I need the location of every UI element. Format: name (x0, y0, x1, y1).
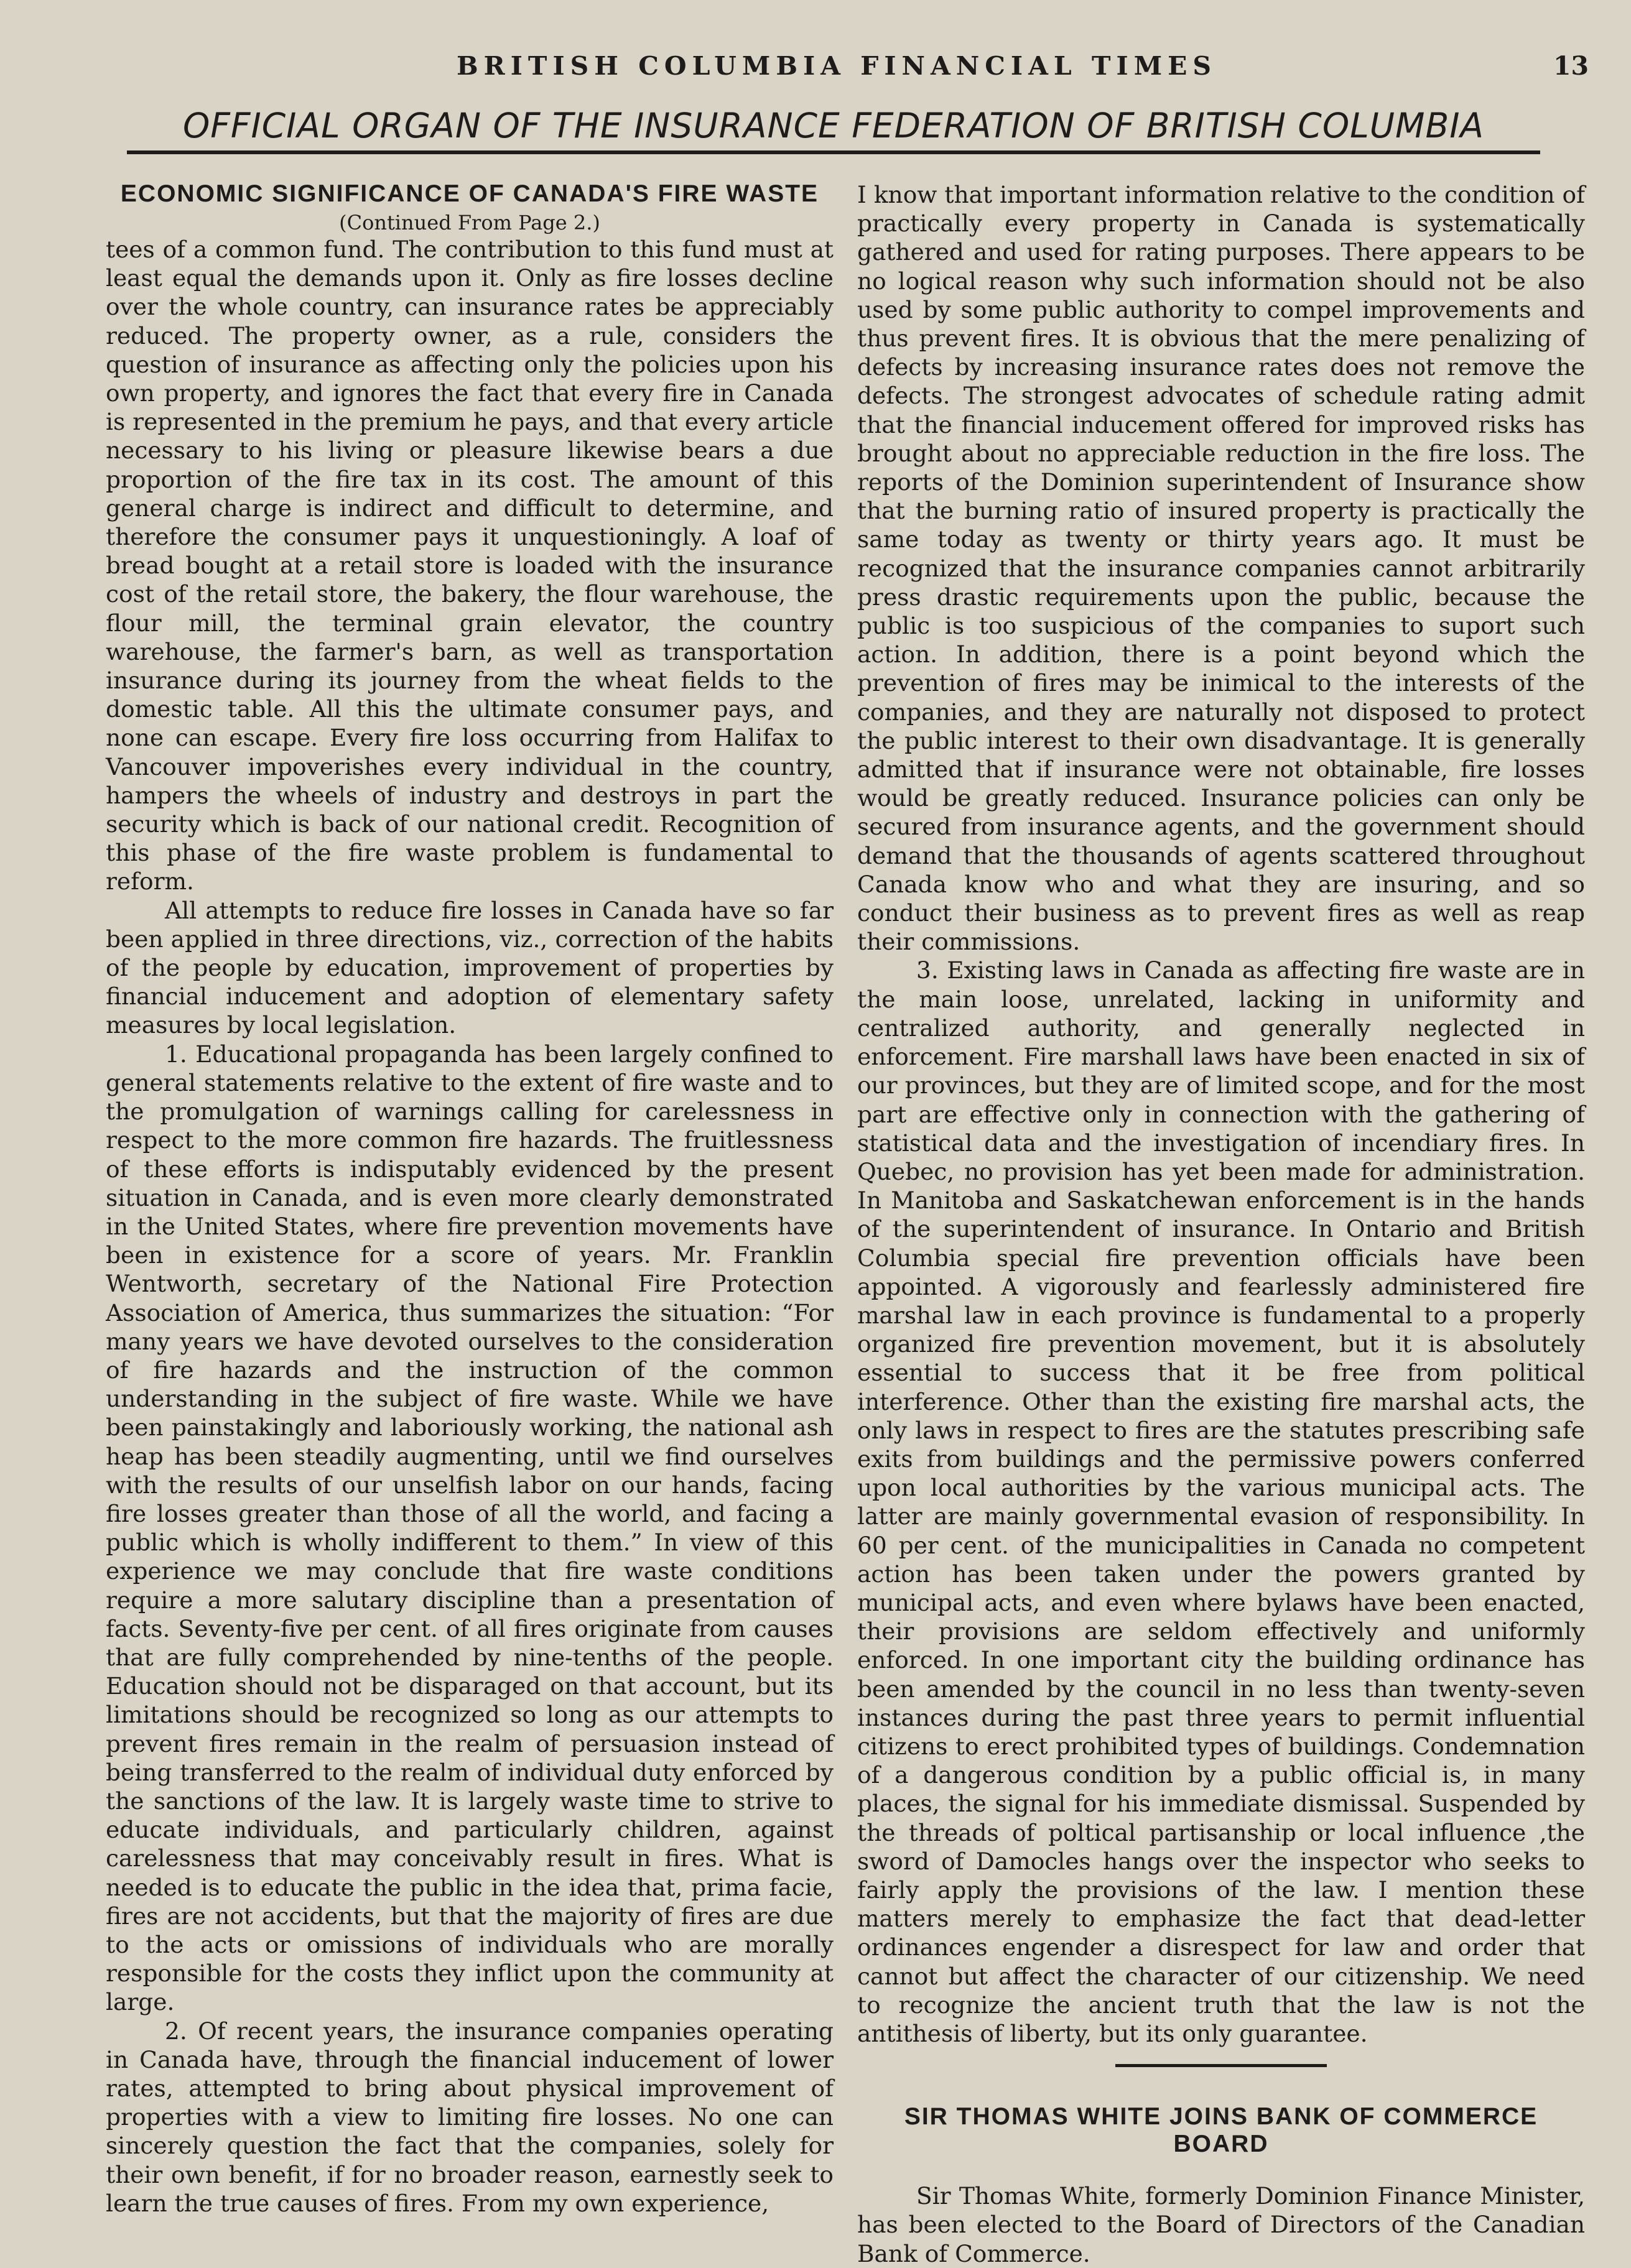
page-number: 13 (1553, 51, 1589, 81)
article-paragraph: I know that important information relative to the condition of practically every property in Canada is systematically gathered and used for rating purposes. There appears to be no logical reason why such information should not be also used by some public authority to compel improvements and thus prevent fires. It is obvious that the mere penalizing of defects by increasing insurance rates does not remove the defects. The strongest advocates of schedule rating admit that the financial inducement offered for improved risks has brought about no appreciable reduction in the fire loss. The reports of the Dominion superintendent of Insurance show that the burning ratio of insured property is practically the same today as twenty or thirty years ago. It must be recognized that the insurance companies cannot arbitrarily press drastic requirements upon the public, because the public is too suspicious of the companies to suport such action. In addition, there is a point beyond which the prevention of fires may be inimical to the interests of the companies, and they are naturally not disposed to protect the public interest to their own disadvantage. It is generally admitted that if insurance were not obtainable, fire losses would be greatly reduced. Insurance policies can only be secured from insurance agents, and the government should demand that the thousands of agents scattered throughout Canada know who and what they are insuring, and so conduct their business as to prevent fires as well as reap their commissions. (857, 181, 1585, 956)
article-paragraph: 2. Of recent years, the insurance companies operating in Canada have, through the financial inducement of lower rates, attempted to bring about physical improvement of properties with a view to limiting fire losses. No one can sincerely question the fact that the companies, solely for their own benefit, if for no broader reason, earnestly seek to learn the true causes of fires. From my own experience, (106, 2017, 834, 2217)
news-paragraph: Sir Thomas White, formerly Dominion Finance Minister, has been elected to the Board of Directors of the Canadian Bank of Commerce. (857, 2182, 1585, 2267)
continued-note: (Continued From Page 2.) (339, 211, 600, 234)
running-head: BRITISH COLUMBIA FINANCIAL TIMES (457, 51, 1217, 81)
article-headline: ECONOMIC SIGNIFICANCE OF CANADA'S FIRE WASTE (120, 180, 819, 207)
left-column (106, 180, 834, 2218)
masthead: OFFICIAL ORGAN OF THE INSURANCE FEDERATION OF BRITISH COLUMBIA (127, 106, 1540, 154)
right-column (857, 180, 1585, 2268)
article-paragraph: 3. Existing laws in Canada as affecting fire waste are in the main loose, unrelated, lacking in uniformity and centralized authority, and generally neglected in enforcement. Fire marshall laws have been enacted in six of our provinces, but they are of limited scope, and for the most part are effective only in connection with the gathering of statistical data and the investigation of incendiary fires. In Quebec, no provision has yet been made for administration. In Manitoba and Saskatchewan enforcement is in the hands of the superintendent of insurance. In Ontario and British Columbia special fire prevention officials have been appointed. A vigorously and fearlessly administered fire marshal law in each province is fundamental to a properly organized fire prevention movement, but it is absolutely essential to success that it be free from political interference. Other than the existing fire marshal acts, the only laws in respect to fires are the statutes prescribing safe exits from buildings and the permissive powers conferred upon local authorities by the various municipal acts. The latter are mainly governmental evasion of responsibility. In 60 per cent. of the municipalities in Canada no competent action has been taken under the powers granted by municipal acts, and even where bylaws have been enacted, their provisions are seldom effectively and uniformly enforced. In one important city the building ordinance has been amended by the council in no less than twenty-seven instances during the past three years to permit influential citizens to erect prohibited types of buildings. Condemnation of a dangerous condition by a public official is, in many places, the signal for his immediate dismissal. Suspended by the threads of poltical partisanship or local influence ,the sword of Damocles hangs over the inspector who seeks to fairly apply the provisions of the law. I mention these matters merely to emphasize the fact that dead-letter ordinances engender a disrespect for law and order that cannot but affect the character of our citizenship. We need to recognize the ancient truth that the law is not the antithesis of liberty, but its only guarantee. (857, 956, 1585, 2047)
section-divider (1115, 2064, 1327, 2067)
article-paragraph: 1. Educational propaganda has been largely confined to general statements relative to the extent of fire waste and to the promulgation of warnings calling for carelessness in respect to the more common fire hazards. The fruitlessness of these efforts is indisputably evidenced by the present situation in Canada, and is even more clearly demonstrated in the United States, where fire prevention movements have been in existence for a score of years. Mr. Franklin Wentworth, secretary of the National Fire Protection Association of America, thus summarizes the situation: “For many years we have devoted ourselves to the consideration of fire hazards and the instruction of the common understanding in the subject of fire waste. While we have been painstakingly and laboriously working, the national ash heap has been steadily augmenting, until we find ourselves with the results of our unselfish labor on our hands, facing fire losses greater than those of all the world, and facing a public which is wholly indifferent to them.” In view of this experience we may conclude that fire waste conditions require a more salutary discipline than a presentation of facts. Seventy-five per cent. of all fires originate from causes that are fully comprehended by nine-tenths of the people. Education should not be disparaged on that account, but its limitations should be recognized so long as our attempts to prevent fires remain in the realm of persuasion instead of being transferred to the realm of individual duty enforced by the sanctions of the law. It is largely waste time to strive to educate individuals, and particularly children, against carelessness that may conceivably result in fires. What is needed is to educate the public in the idea that, prima facie, fires are not accidents, but that the majority of fires are due to the acts or omissions of individuals who are morally responsible for the costs they inflict upon the community at large. (106, 1040, 834, 2016)
article-paragraph: tees of a common fund. The contribution to this fund must at least equal the demands upon it. Only as fire losses decline over the whole country, can insurance rates be appreciably reduced. The property owner, as a rule, considers the question of insurance as affecting only the policies upon his own property, and ignores the fact that every fire in Canada is represented in the premium he pays, and that every article necessary to his living or pleasure likewise bears a due proportion of the fire tax in its cost. The amount of this general charge is indirect and difficult to determine, and therefore the consumer pays it unquestioningly. A loaf of bread bought at a retail store is loaded with the insurance cost of the retail store, the bakery, the flour warehouse, the flour mill, the terminal grain elevator, the country warehouse, the farmer's barn, as well as transportation insurance during its journey from the wheat fields to the domestic table. All this the ultimate consumer pays, and none can escape. Every fire loss occurring from Halifax to Vancouver impoverishes every individual in the country, hampers the wheels of industry and destroys in part the security which is back of our national credit. Recognition of this phase of the fire waste problem is fundamental to reform. (106, 236, 834, 896)
news-headline: SIR THOMAS WHITE JOINS BANK OF COMMERCE BOARD (904, 2103, 1538, 2158)
article-paragraph: All attempts to reduce fire losses in Canada have so far been applied in three directions, viz., correction of the habits of the people by education, improvement of properties by financial inducement and adoption of elementary safety measures by local legislation. (106, 896, 834, 1039)
